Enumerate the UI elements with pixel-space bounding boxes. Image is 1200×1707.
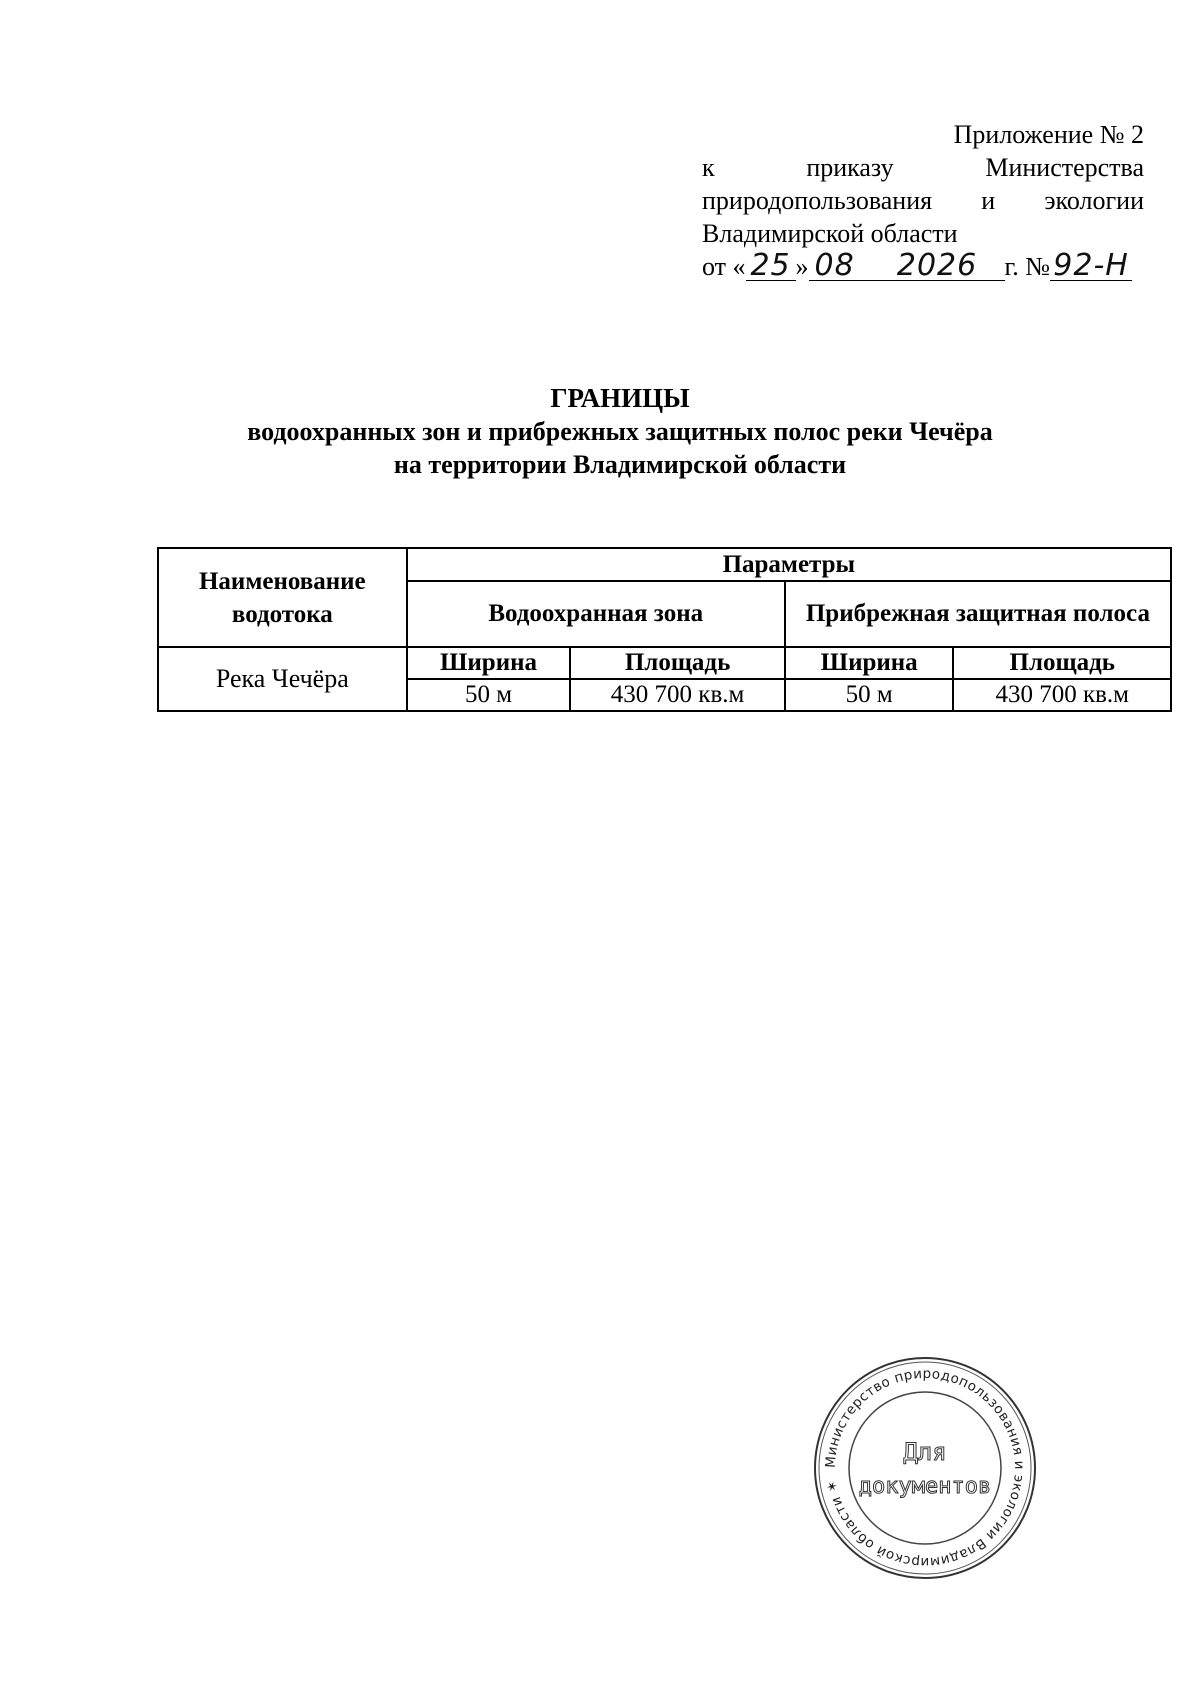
zone-area-value: 430 700 кв.м: [570, 679, 784, 711]
parameters-table: [157, 547, 1172, 712]
order-month-year: [809, 248, 1005, 283]
order-month: 08: [814, 248, 855, 283]
header-water-protection-zone: Водоохранная зона: [407, 581, 785, 647]
number-prefix: г. №: [1004, 252, 1051, 281]
word: Министерства: [985, 153, 1145, 182]
order-number: 92-Н: [1050, 252, 1132, 281]
river-name: Река Чечёра: [158, 647, 407, 711]
header-parameters: Параметры: [407, 548, 1171, 581]
strip-area-header: Площадь: [953, 647, 1171, 679]
word: к: [702, 153, 715, 182]
stamp-seal-icon: [812, 1355, 1038, 1581]
date-prefix: от «: [702, 252, 746, 281]
stamp-center-line-1: Для: [903, 1438, 947, 1466]
strip-area-value: 430 700 кв.м: [953, 679, 1171, 711]
order-day: 25: [746, 252, 796, 281]
appendix-title: Приложение № 2: [953, 120, 1144, 149]
document-title: [100, 382, 1140, 481]
table-row: [158, 647, 1171, 679]
zone-width-value: 50 м: [407, 679, 571, 711]
appendix-line-1: [702, 151, 1144, 184]
header-watercourse-name: Наименование водотока: [158, 548, 407, 647]
zone-width-header: Ширина: [407, 647, 571, 679]
word: и: [981, 186, 996, 215]
appendix-line-2: [702, 184, 1144, 217]
table-row: [158, 548, 1171, 581]
strip-width-header: Ширина: [785, 647, 954, 679]
title-line-1: водоохранных зон и прибрежных защитных полос реки Чечёра: [247, 417, 993, 446]
word: природопользования: [702, 186, 933, 215]
svg-text:Министерство природопользовани: [823, 1366, 1027, 1570]
title-line-2: на территории Владимирской области: [393, 450, 847, 479]
official-stamp: [812, 1355, 1038, 1581]
order-date-line: [702, 250, 1144, 283]
title-heading: ГРАНИЦЫ: [550, 383, 690, 413]
word: экологии: [1044, 186, 1144, 215]
stamp-center-line-2: документов: [858, 1474, 992, 1499]
zone-area-header: Площадь: [570, 647, 784, 679]
date-mid: »: [795, 252, 809, 281]
appendix-line-3: Владимирской области: [702, 219, 958, 248]
stamp-ring-text: Министерство природопользования и экологии Владимирской области ✶: [822, 1365, 1028, 1571]
order-year: 2026: [896, 248, 978, 283]
strip-width-value: 50 м: [785, 679, 954, 711]
word: приказу: [806, 153, 894, 182]
header-coastal-strip: Прибрежная защитная полоса: [785, 581, 1171, 647]
appendix-header: [702, 118, 1144, 283]
